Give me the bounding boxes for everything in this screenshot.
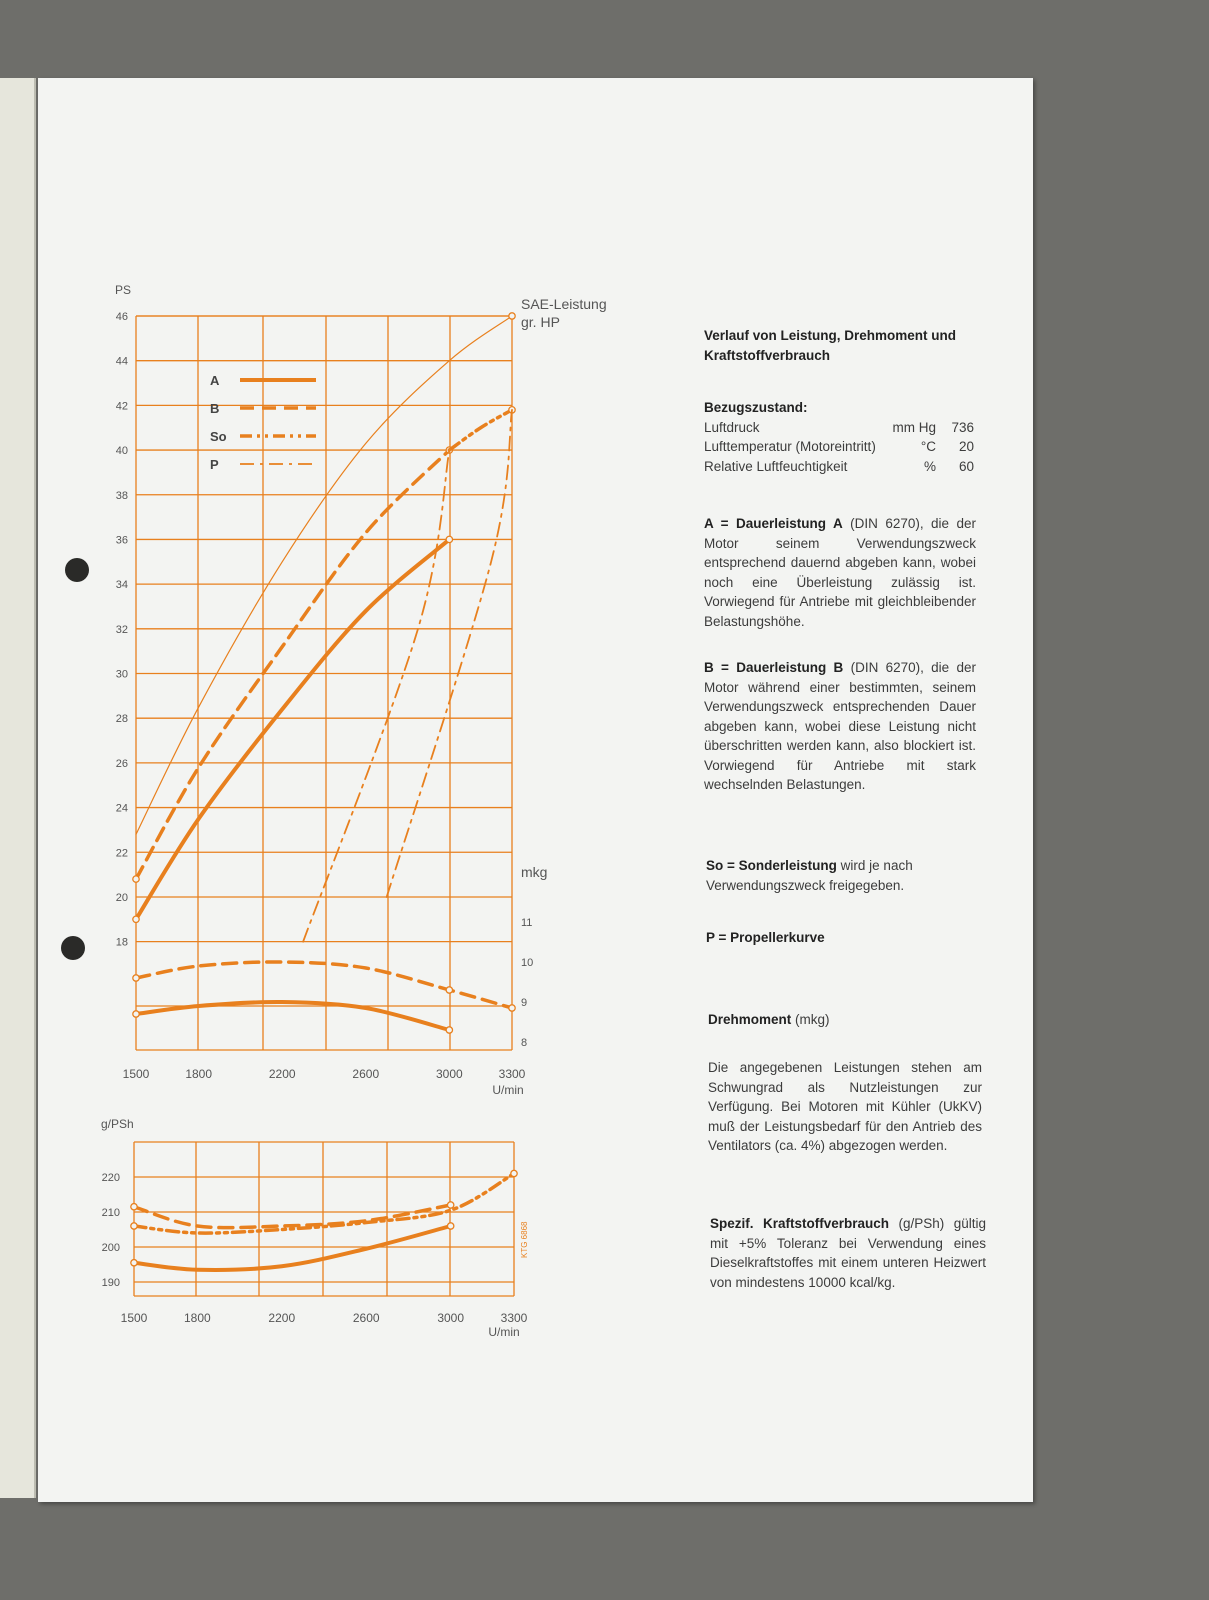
bezug-unit: % [923,458,936,474]
y2-axis-title: mkg [521,864,548,880]
definition-a [704,514,976,631]
bezug-label: Luftdruck [704,419,760,435]
bezug-title: Bezugszustand: [704,400,808,415]
y2-tick-label: 9 [521,997,528,1009]
data-point [133,916,139,922]
y-tick-label: 46 [115,311,128,323]
x-axis-title: U/min [488,1325,520,1339]
data-point [446,536,452,542]
data-point [131,1223,137,1229]
definition-b-text: (DIN 6270), die der Motor während einer bestimmten, seinem Verwendungszweck entsprechenden Dauer abgeben kann, wobei diese Leistung nicht überschritten werden kann, also blockiert ist. Vorwiegend für Antriebe mit stark wechselnden Belastungen. [704,660,976,792]
x-tick-label: 2600 [352,1311,380,1325]
data-point [511,1170,517,1176]
y3-tick-label: 190 [101,1277,120,1289]
previous-page-edge [0,78,36,1498]
y-tick-label: 32 [115,623,128,636]
y-tick-label: 44 [115,355,128,368]
bezug-label: Lufttemperatur (Motoreintritt) [704,439,876,454]
y-tick-label: 24 [115,802,128,815]
y-tick-label: 18 [115,936,128,949]
x-axis-title: U/min [492,1083,524,1097]
data-point [509,1005,515,1011]
nutzleistung-note: Die angegebenen Leistungen stehen am Schwungrad als Nutzleistungen zur Verfügung. Bei Motoren mit Kühler (UkKV) muß der Leistungsbedarf für den Antrieb des Ventilators (ca. 4%) abgezogen werden. [708,1060,982,1153]
series-line-a [136,539,449,919]
x-tick-label: 1800 [185,1067,213,1081]
data-point [131,1204,137,1210]
definition-b [704,658,976,795]
series-line-so [449,410,512,450]
x-tick-label: 2200 [268,1067,296,1081]
x-tick-label: 1800 [183,1311,211,1325]
x-tick-label: 3300 [500,1311,528,1325]
x-tick-label: 2600 [352,1067,380,1081]
kraftstoff-text: gültig mit +5% Toleranz bei Verwendung eines Dieselkraftstoffes mit einem unteren Heizwert von mindestens 10000 kcal/kg. [710,1216,986,1290]
y-tick-label: 20 [115,891,128,904]
y-tick-label: 22 [115,847,128,860]
y-tick-label: 38 [115,489,128,502]
series-line-sae-leistung-gr-hp [136,316,512,834]
y-tick-label: 34 [115,579,128,592]
definition-p-term: P = Propellerkurve [706,930,825,945]
kraftstoff-note [710,1214,986,1292]
definition-b-term: B = Dauerleistung B [704,660,844,675]
x-tick-label: 3000 [435,1067,463,1081]
drehmoment-heading [708,1010,980,1030]
y-tick-label: 30 [115,668,128,681]
definition-so-term: So = Sonderleistung [706,858,837,873]
figure-code: KTG 6868 [520,1221,529,1258]
bezug-row [704,457,974,477]
data-point [446,987,452,993]
y-tick-label: 26 [115,757,128,770]
y3-tick-label: 220 [101,1172,120,1184]
y-tick-label: 28 [115,713,128,726]
data-point [131,1260,137,1266]
data-point [446,1027,452,1033]
x-tick-label: 3300 [498,1067,526,1081]
definition-so [706,856,978,895]
bezug-value: 736 [951,419,974,435]
series-line-p [387,410,512,897]
bezug-value: 60 [958,458,974,474]
legend-label: A [210,373,220,388]
series-line-b [136,962,512,1008]
drehmoment-term: Drehmoment [708,1012,792,1027]
sae-annotation: SAE-Leistung [521,296,607,312]
drehmoment-unit: (mkg) [795,1012,830,1027]
y-tick-label: 42 [115,400,128,413]
engine-performance-charts [38,78,678,1378]
definition-a-term: A = Dauerleistung A [704,516,843,531]
legend-label: B [210,401,220,416]
x-tick-label: 2200 [268,1311,296,1325]
data-point [447,1202,453,1208]
data-point [133,1011,139,1017]
y-axis-title: PS [115,283,132,297]
kraftstoff-unit: (g/PSh) [898,1216,945,1231]
bezug-block [704,398,974,476]
series-line-a [134,1226,451,1270]
series-line-b [136,450,449,879]
legend-label: P [210,457,219,472]
y2-tick-label: 11 [521,917,533,929]
series-line-so [134,1174,514,1234]
x-tick-label: 1500 [120,1311,148,1325]
bezug-value: 20 [958,439,974,454]
y-tick-label: 40 [115,445,128,458]
series-line-p [303,450,449,942]
data-point [133,876,139,882]
x-tick-label: 3000 [437,1311,465,1325]
y-tick-label: 36 [115,534,128,547]
definition-a-text: (DIN 6270), die der Motor seinem Verwendungszweck entsprechend dauernd abgeben kann, wobei noch eine Überleistung zulässig ist. Vorwiegend für Antriebe mit gleichbleibender Belastungshöhe. [704,516,976,629]
kraftstoff-term: Spezif. Kraftstoffverbrauch [710,1216,889,1231]
bezug-unit: °C [920,439,936,454]
definition-p [706,928,978,948]
bezug-row [704,418,974,438]
legend-label: So [210,429,227,444]
data-point [447,1223,453,1229]
bezug-label: Relative Luftfeuchtigkeit [704,458,848,474]
data-point [509,313,515,319]
x-tick-label: 1500 [122,1067,150,1081]
y2-tick-label: 8 [521,1037,528,1049]
bezug-row [704,437,974,457]
definition-so-text: wird je nach Verwendungszweck freigegeben. [706,858,913,893]
series-line-b [134,1205,451,1228]
y3-axis-title: g/PSh [101,1117,134,1131]
data-point [133,975,139,981]
y3-tick-label: 210 [101,1207,120,1219]
sidebar-title: Verlauf von Leistung, Drehmoment und Kraftstoffverbrauch [704,328,957,363]
sae-annotation: gr. HP [521,314,560,330]
y2-tick-label: 10 [521,957,534,969]
y3-tick-label: 200 [101,1242,120,1254]
bezug-unit: mm Hg [892,419,936,435]
brochure-page [38,78,1033,1502]
